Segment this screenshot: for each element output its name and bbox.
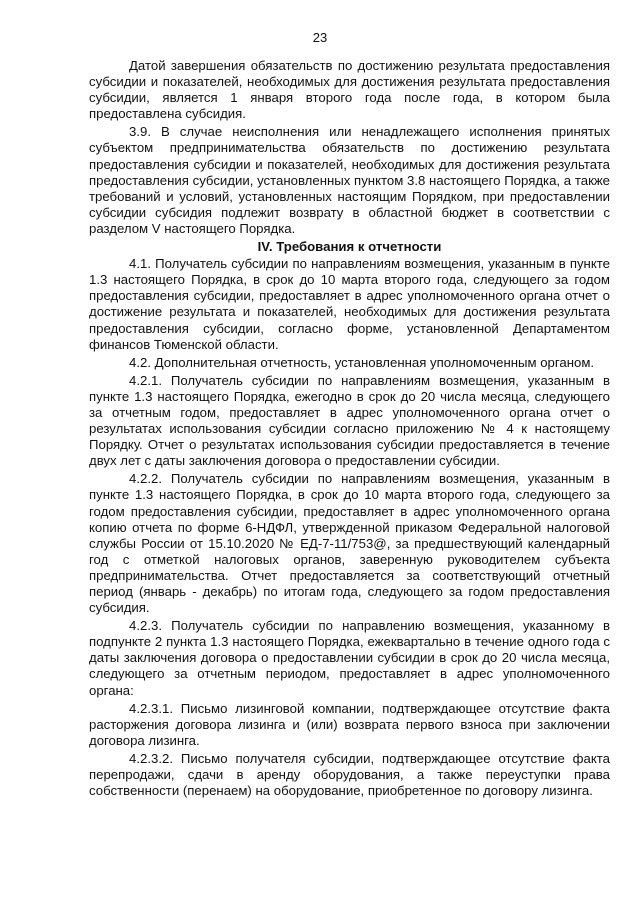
page-number: 23 (312, 30, 328, 45)
paragraph-3-9: 3.9. В случае неисполнения или ненадлежащего исполнения принятых субъектом предпринимательства обязательств по достижению результата предоставления субсидии и показателей, необходимых для достижения результата предоставления субсидии, установленных пунктом 3.8 настоящего Порядка, а также требований и условий, установленных настоящим Порядком, при предоставлении субсидии субсидия подлежит возврату в областной бюджет в соответствии с разделом V настоящего Порядка. (89, 124, 610, 236)
paragraph-4-2-3: 4.2.3. Получатель субсидии по направлению возмещения, указанному в подпункте 2 пункта 1.3 настоящего Порядка, ежеквартально в течение одного года с даты заключения договора о предоставлении субсидии в срок до 20 числа месяца, следующего за отчетным периодом, предоставляет в адрес уполномоченного органа: (89, 618, 610, 698)
paragraph-4-1: 4.1. Получатель субсидии по направлениям возмещения, указанным в пункте 1.3 настоящего Порядка, в срок до 10 марта второго года, следующего за годом предоставления субсидии, предоставляет в адрес уполномоченного органа отчет о достижение результата и показателей, необходимых для достижения результата предоставления субсидии, согласно форме, установленной Департаментом финансов Тюменской области. (89, 256, 610, 352)
document-body (89, 58, 610, 799)
paragraph-4-2-3-1: 4.2.3.1. Письмо лизинговой компании, подтверждающее отсутствие факта расторжения договора лизинга и (или) возврата первого взноса при заключении договора лизинга. (89, 700, 610, 748)
paragraph-completion-date: Датой завершения обязательств по достижению результата предоставления субсидии и показателей, необходимых для достижения результата предоставления субсидии, является 1 января второго года после года, в котором была предоставлена субсидия. (89, 58, 610, 122)
paragraph-4-2-2: 4.2.2. Получатель субсидии по направлениям возмещения, указанным в пункте 1.3 настоящего Порядка, в срок до 10 марта второго года, следующего за годом предоставления субсидии, предоставляет в адрес уполномоченного органа копию отчета по форме 6-НДФЛ, утвержденной приказом Федеральной налоговой службы России от 15.10.2020 № ЕД-7-11/753@, за предшествующий календарный год с отметкой налоговых органов, заверенную руководителем субъекта предпринимательства. Отчет предоставляется за соответствующий отчетный период (январь - декабрь) по итогам года, следующего за годом предоставления субсидия. (89, 471, 610, 616)
paragraph-4-2-3-2: 4.2.3.2. Письмо получателя субсидии, подтверждающее отсутствие факта перепродажи, сдачи в аренду оборудования, а также переуступки права собственности (перенаем) на оборудование, приобретенное по договору лизинга. (89, 750, 610, 799)
paragraph-4-2-1: 4.2.1. Получатель субсидии по направлениям возмещения, указанным в пункте 1.3 настоящего Порядка, ежегодно в срок до 20 числа месяца, следующего за отчетным годом, предоставляет в адрес уполномоченного органа отчет о результатах использования субсидии согласно приложению № 4 к настоящему Порядку. Отчет о результатах использования субсидии предоставляется в течение двух лет с даты заключения договора о предоставлении субсидии. (89, 372, 610, 469)
section-iv-heading: IV. Требования к отчетности (257, 239, 442, 255)
paragraph-4-2: 4.2. Дополнительная отчетность, установленная уполномоченным органом. (129, 354, 595, 370)
